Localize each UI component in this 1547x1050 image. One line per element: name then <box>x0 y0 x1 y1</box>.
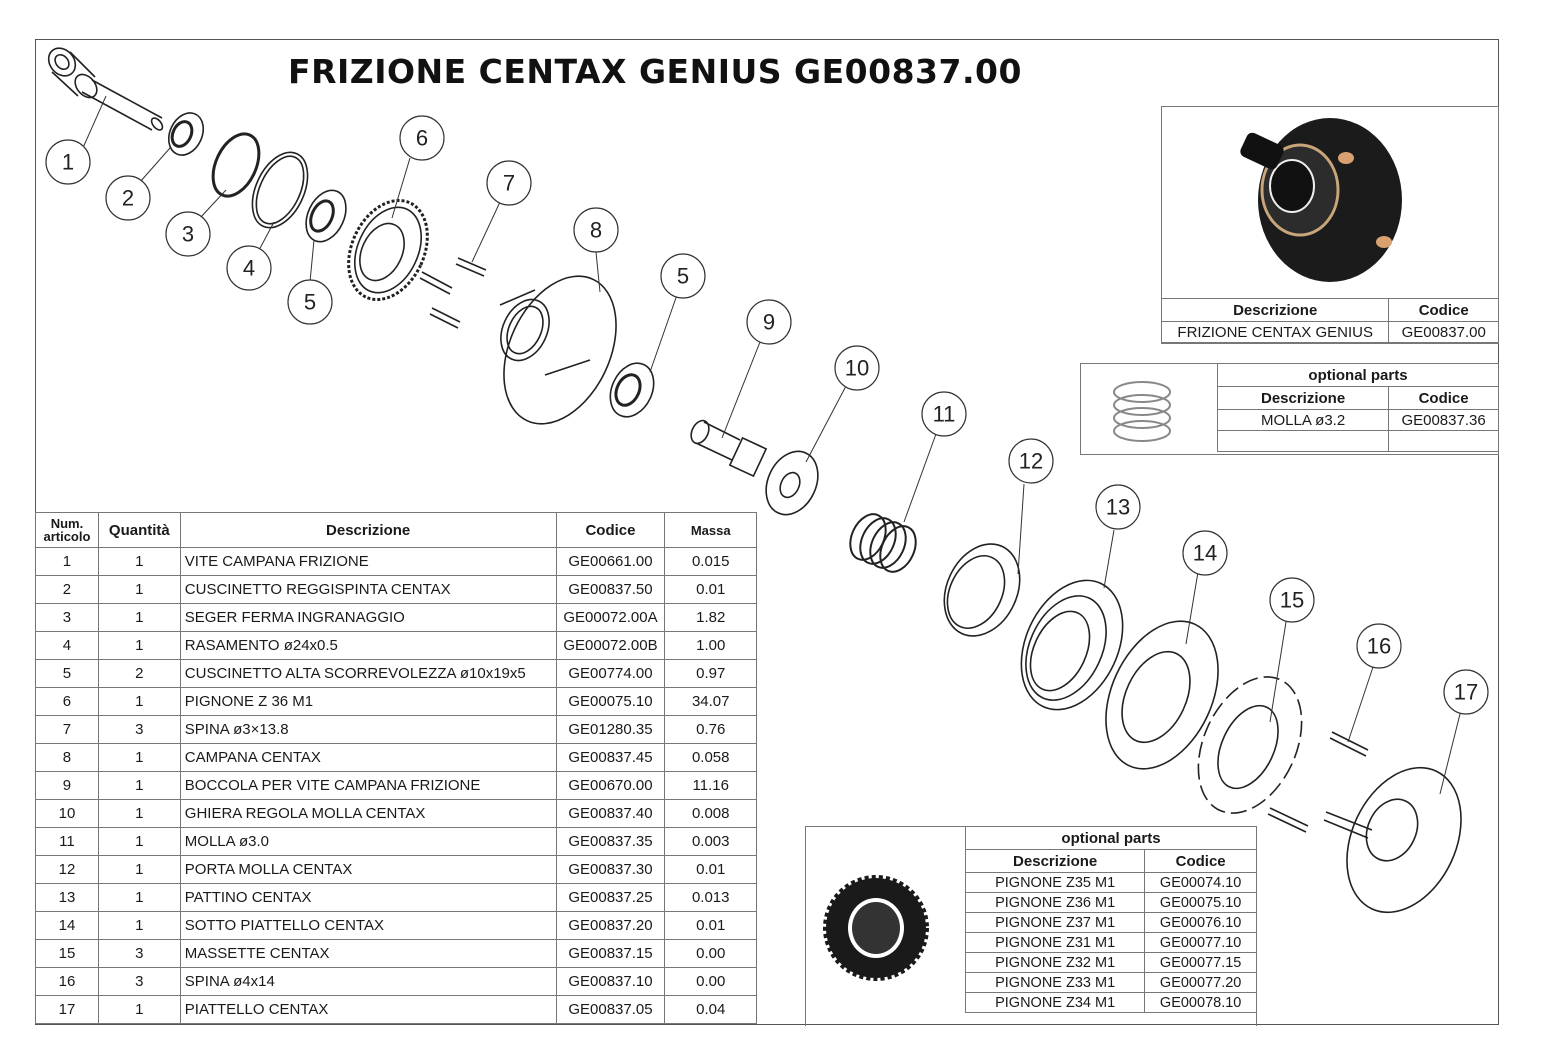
bom-cell-num: 1 <box>36 548 99 576</box>
assembly-table <box>1161 298 1499 343</box>
bom-cell-qty: 1 <box>98 632 180 660</box>
bom-cell-num: 15 <box>36 940 99 968</box>
callout-label: 3 <box>181 221 195 247</box>
bom-cell-code: GE00837.50 <box>556 576 665 604</box>
empty-cell <box>1218 431 1389 452</box>
bom-cell-qty: 1 <box>98 688 180 716</box>
bom-cell-num: 7 <box>36 716 99 744</box>
table-row <box>36 688 757 716</box>
optional-pinion-desc: PIGNONE Z37 M1 <box>966 913 1145 933</box>
bom-cell-num: 9 <box>36 772 99 800</box>
bom-cell-code: GE01280.35 <box>556 716 665 744</box>
drawing-title: FRIZIONE CENTAX GENIUS GE00837.00 <box>288 52 1022 91</box>
callout-label: 14 <box>1192 540 1218 566</box>
bom-header-num: Num. articolo <box>36 513 99 548</box>
bom-cell-code: GE00837.10 <box>556 968 665 996</box>
bom-cell-code: GE00837.25 <box>556 884 665 912</box>
optional-pinion-code: GE00076.10 <box>1145 913 1257 933</box>
bom-cell-code: GE00837.20 <box>556 912 665 940</box>
bom-cell-code: GE00837.15 <box>556 940 665 968</box>
table-row <box>36 548 757 576</box>
assembly-header-code: Codice <box>1389 299 1499 322</box>
optional-pinion-code: GE00077.10 <box>1145 933 1257 953</box>
optional-pinion-desc: PIGNONE Z32 M1 <box>966 953 1145 973</box>
bom-cell-num: 2 <box>36 576 99 604</box>
bom-cell-desc: RASAMENTO ø24x0.5 <box>180 632 556 660</box>
optional-pinion-code: GE00077.15 <box>1145 953 1257 973</box>
bill-of-materials-table <box>35 512 757 1024</box>
callout-label: 6 <box>415 125 429 151</box>
table-row <box>36 660 757 688</box>
bom-cell-mass: 34.07 <box>665 688 757 716</box>
table-row <box>36 576 757 604</box>
part-10-ring-nut <box>756 443 827 523</box>
bom-cell-qty: 2 <box>98 660 180 688</box>
assembly-header-row <box>1162 299 1499 322</box>
bom-cell-num: 8 <box>36 744 99 772</box>
callout-label: 2 <box>121 185 135 211</box>
bom-cell-code: GE00837.35 <box>556 828 665 856</box>
optional-pinion-desc: PIGNONE Z35 M1 <box>966 873 1145 893</box>
bom-cell-mass: 0.00 <box>665 968 757 996</box>
table-row <box>36 940 757 968</box>
part-14-under-plate <box>1084 603 1241 787</box>
bom-cell-code: GE00072.00B <box>556 632 665 660</box>
bom-cell-desc: CUSCINETTO ALTA SCORREVOLEZZA ø10x19x5 <box>180 660 556 688</box>
optional-spring-code: GE00837.36 <box>1389 410 1499 431</box>
table-row <box>36 996 757 1024</box>
bom-cell-num: 11 <box>36 828 99 856</box>
bom-cell-code: GE00837.30 <box>556 856 665 884</box>
table-row <box>966 893 1257 913</box>
table-row <box>966 953 1257 973</box>
bom-cell-qty: 1 <box>98 800 180 828</box>
bom-cell-num: 13 <box>36 884 99 912</box>
optional-pinions-header-desc: Descrizione <box>966 850 1145 873</box>
optional-pinions-table <box>965 826 1257 1013</box>
bom-cell-desc: MASSETTE CENTAX <box>180 940 556 968</box>
callout-label: 4 <box>242 255 256 281</box>
table-row <box>36 968 757 996</box>
bom-cell-mass: 1.82 <box>665 604 757 632</box>
optional-spring-table <box>1217 363 1499 452</box>
bom-cell-desc: CAMPANA CENTAX <box>180 744 556 772</box>
optional-pinion-code: GE00078.10 <box>1145 993 1257 1013</box>
optional-pinions-header-code: Codice <box>1145 850 1257 873</box>
bom-cell-mass: 0.013 <box>665 884 757 912</box>
bom-cell-qty: 3 <box>98 940 180 968</box>
bom-cell-qty: 1 <box>98 856 180 884</box>
bom-cell-desc: SPINA ø3×13.8 <box>180 716 556 744</box>
bom-cell-code: GE00072.00A <box>556 604 665 632</box>
table-row <box>36 716 757 744</box>
bom-cell-desc: PORTA MOLLA CENTAX <box>180 856 556 884</box>
bom-cell-num: 10 <box>36 800 99 828</box>
part-15-weights <box>1178 660 1322 829</box>
bom-cell-mass: 1.00 <box>665 632 757 660</box>
bom-cell-qty: 1 <box>98 828 180 856</box>
bom-cell-qty: 1 <box>98 548 180 576</box>
part-13-shoe <box>1002 564 1143 726</box>
optional-pinion-code: GE00074.10 <box>1145 873 1257 893</box>
optional-pinion-code: GE00077.20 <box>1145 973 1257 993</box>
optional-pinion-code: GE00075.10 <box>1145 893 1257 913</box>
bom-cell-code: GE00837.40 <box>556 800 665 828</box>
bom-cell-desc: GHIERA REGOLA MOLLA CENTAX <box>180 800 556 828</box>
part-12-spring-holder <box>930 532 1034 649</box>
bom-cell-mass: 0.01 <box>665 856 757 884</box>
optional-pinion-desc: PIGNONE Z33 M1 <box>966 973 1145 993</box>
bom-cell-qty: 1 <box>98 772 180 800</box>
bom-cell-qty: 1 <box>98 996 180 1024</box>
bom-header-mass: Massa <box>665 513 757 548</box>
bom-cell-num: 3 <box>36 604 99 632</box>
optional-spring-header-code: Codice <box>1389 387 1499 410</box>
bom-cell-mass: 0.008 <box>665 800 757 828</box>
optional-pinion-desc: PIGNONE Z34 M1 <box>966 993 1145 1013</box>
part-17-plate <box>1324 749 1483 931</box>
bom-cell-desc: BOCCOLA PER VITE CAMPANA FRIZIONE <box>180 772 556 800</box>
optional-spring-header-desc: Descrizione <box>1218 387 1389 410</box>
optional-spring-desc: MOLLA ø3.2 <box>1218 410 1389 431</box>
bom-cell-num: 12 <box>36 856 99 884</box>
table-row <box>966 973 1257 993</box>
bom-header-qty: Quantità <box>98 513 180 548</box>
bom-cell-mass: 0.003 <box>665 828 757 856</box>
bom-cell-desc: PIGNONE Z 36 M1 <box>180 688 556 716</box>
part-8-bell <box>482 258 639 442</box>
bom-cell-mass: 0.76 <box>665 716 757 744</box>
optional-spring-header-row <box>1218 387 1499 410</box>
bom-cell-num: 17 <box>36 996 99 1024</box>
bom-cell-desc: CUSCINETTO REGGISPINTA CENTAX <box>180 576 556 604</box>
callout-label: 12 <box>1018 448 1044 474</box>
optional-pinions-title: optional parts <box>966 827 1257 850</box>
bom-cell-qty: 1 <box>98 884 180 912</box>
optional-spring-title: optional parts <box>1218 364 1499 387</box>
bom-cell-desc: PATTINO CENTAX <box>180 884 556 912</box>
bom-cell-qty: 1 <box>98 912 180 940</box>
table-row <box>966 873 1257 893</box>
bom-cell-qty: 1 <box>98 744 180 772</box>
bom-cell-mass: 0.97 <box>665 660 757 688</box>
table-row <box>36 744 757 772</box>
bom-cell-desc: MOLLA ø3.0 <box>180 828 556 856</box>
bom-cell-code: GE00837.05 <box>556 996 665 1024</box>
table-row <box>1162 322 1499 343</box>
table-row <box>1218 410 1499 431</box>
bom-cell-num: 4 <box>36 632 99 660</box>
callout-label: 5 <box>303 289 317 315</box>
callout-label: 13 <box>1105 494 1131 520</box>
part-5-bearing-a <box>298 184 353 248</box>
callout-label: 15 <box>1279 587 1305 613</box>
part-2-bearing <box>162 107 210 160</box>
bom-cell-code: GE00661.00 <box>556 548 665 576</box>
bom-header-code: Codice <box>556 513 665 548</box>
empty-cell <box>1389 431 1499 452</box>
table-row <box>36 828 757 856</box>
bom-cell-mass: 0.00 <box>665 940 757 968</box>
bom-header-row <box>36 513 757 548</box>
callout-label: 10 <box>844 355 870 381</box>
bom-cell-code: GE00075.10 <box>556 688 665 716</box>
table-row <box>36 604 757 632</box>
bom-cell-num: 14 <box>36 912 99 940</box>
optional-pinions-header-row <box>966 850 1257 873</box>
bom-cell-mass: 0.04 <box>665 996 757 1024</box>
bom-cell-desc: SOTTO PIATTELLO CENTAX <box>180 912 556 940</box>
bom-cell-num: 5 <box>36 660 99 688</box>
bom-cell-num: 6 <box>36 688 99 716</box>
part-16-pins <box>1268 732 1368 832</box>
callout-label: 9 <box>762 309 776 335</box>
assembly-code: GE00837.00 <box>1389 322 1499 343</box>
bom-cell-mass: 0.01 <box>665 576 757 604</box>
bom-cell-code: GE00774.00 <box>556 660 665 688</box>
bom-cell-mass: 0.058 <box>665 744 757 772</box>
table-row <box>36 912 757 940</box>
part-5-bearing-b <box>602 356 662 424</box>
callout-label: 8 <box>589 217 603 243</box>
table-row <box>36 856 757 884</box>
table-row <box>966 933 1257 953</box>
bom-cell-num: 16 <box>36 968 99 996</box>
table-row <box>36 632 757 660</box>
bom-header-desc: Descrizione <box>180 513 556 548</box>
bom-cell-qty: 1 <box>98 604 180 632</box>
table-row <box>36 884 757 912</box>
part-7-pins <box>420 258 486 328</box>
assembly-header-desc: Descrizione <box>1162 299 1389 322</box>
callout-label: 11 <box>932 401 956 427</box>
table-row <box>966 913 1257 933</box>
bom-cell-desc: PIATTELLO CENTAX <box>180 996 556 1024</box>
assembly-desc: FRIZIONE CENTAX GENIUS <box>1162 322 1389 343</box>
part-6-gear <box>333 188 442 313</box>
table-row <box>36 800 757 828</box>
part-4-shim <box>241 144 318 237</box>
table-row <box>36 772 757 800</box>
callout-label: 5 <box>676 263 690 289</box>
bom-cell-desc: SEGER FERMA INGRANAGGIO <box>180 604 556 632</box>
bom-cell-mass: 11.16 <box>665 772 757 800</box>
bom-cell-qty: 1 <box>98 576 180 604</box>
bom-cell-code: GE00670.00 <box>556 772 665 800</box>
callout-label: 1 <box>61 149 75 175</box>
callout-label: 7 <box>502 170 516 196</box>
part-11-spring <box>843 508 922 577</box>
bom-cell-qty: 3 <box>98 716 180 744</box>
optional-pinion-desc: PIGNONE Z36 M1 <box>966 893 1145 913</box>
bom-cell-mass: 0.01 <box>665 912 757 940</box>
bom-cell-desc: VITE CAMPANA FRIZIONE <box>180 548 556 576</box>
optional-pinion-desc: PIGNONE Z31 M1 <box>966 933 1145 953</box>
callout-label: 17 <box>1453 679 1479 705</box>
bom-cell-qty: 3 <box>98 968 180 996</box>
bom-cell-mass: 0.015 <box>665 548 757 576</box>
bom-cell-code: GE00837.45 <box>556 744 665 772</box>
table-row <box>966 993 1257 1013</box>
bom-cell-desc: SPINA ø4x14 <box>180 968 556 996</box>
callout-label: 16 <box>1366 633 1392 659</box>
